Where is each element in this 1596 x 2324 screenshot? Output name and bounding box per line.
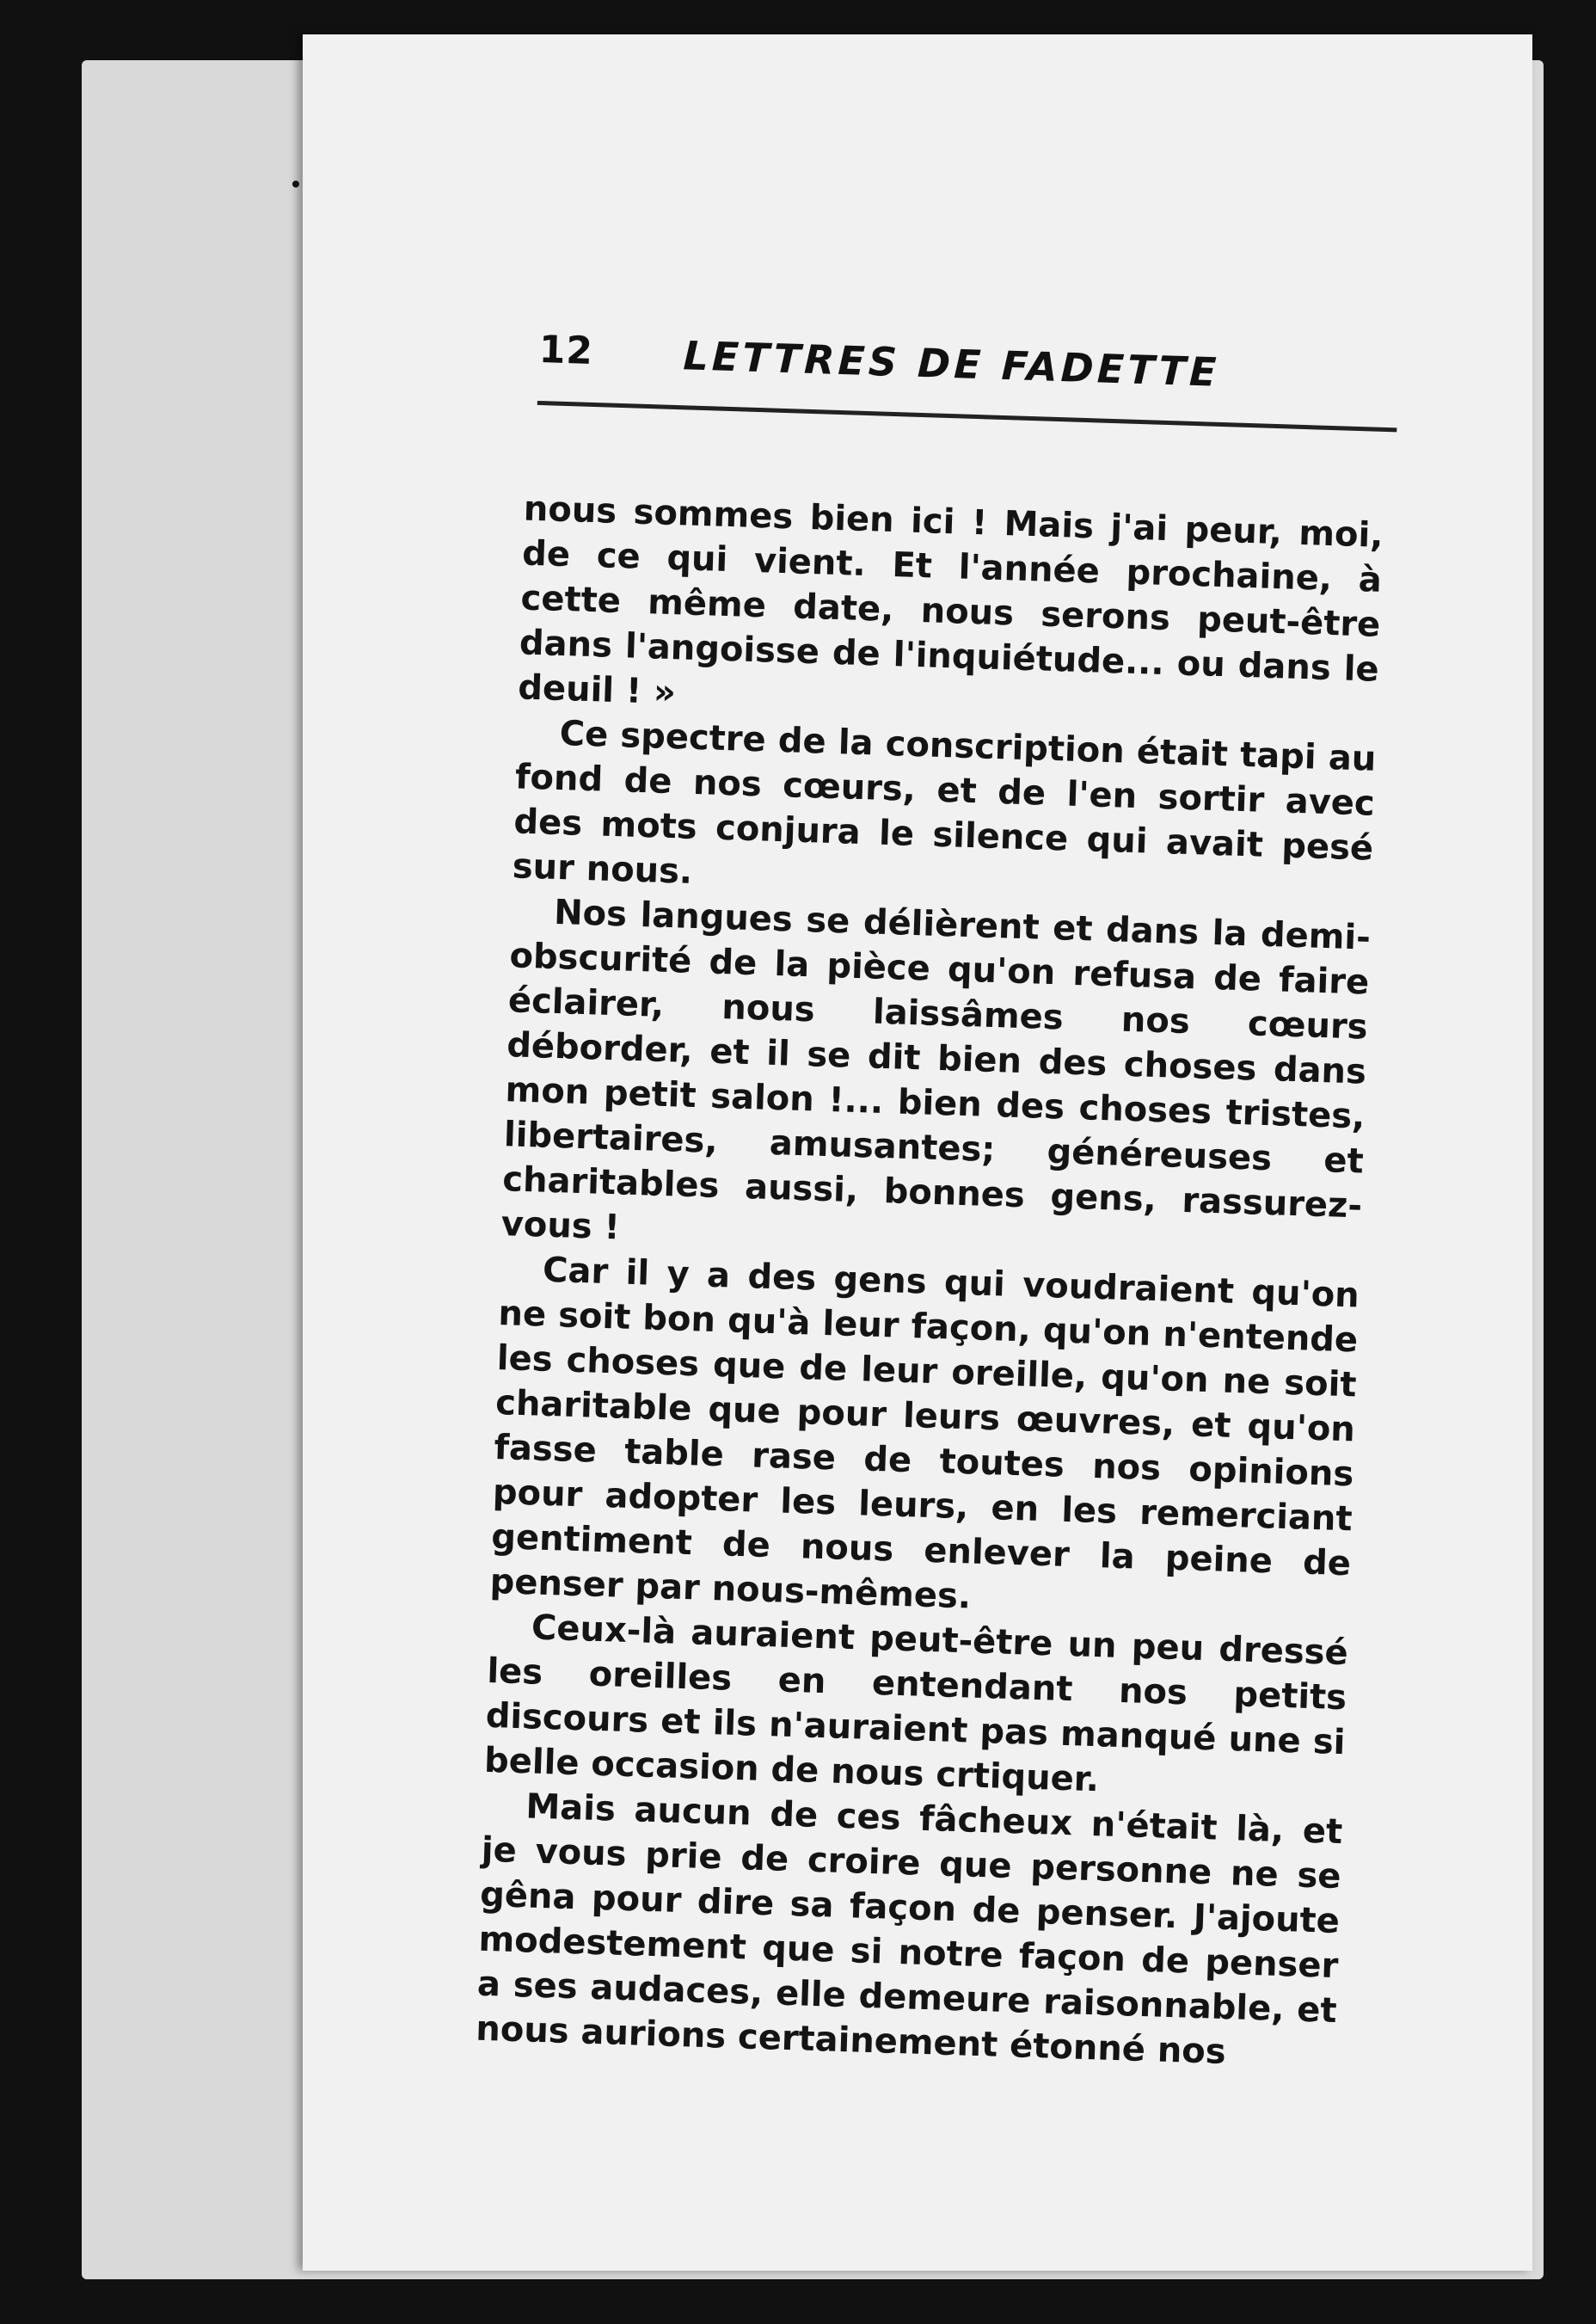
paragraph: Ceux-là auraient peut-être un peu dressé les oreilles en entendant nos petits discours et ils n'auraient pas manqué une si belle occasion de nous crtiquer. (483, 1608, 1349, 1800)
book-page (303, 34, 1532, 2271)
paragraph: Nos langues se délièrent et dans la demi-obscurité de la pièce qu'on refusa de faire éclairer, nous laissâmes nos cœurs déborder, et il se dit bien des choses dans mon petit salon !... bien des choses tristes, libertaires, amusantes; généreuses et charitables aussi, bonnes gens, rassurez-vous ! (500, 892, 1372, 1248)
page-content (254, 15, 1553, 2290)
body-text (476, 487, 1384, 2079)
paragraph: Car il y a des gens qui voudraient qu'on ne soit bon qu'à leur façon, qu'on n'entende les choses que de leur oreille, qu'on ne soit charitable que pour leurs œuvres, et qu'on fasse table rase de toutes nos opinions pour adopter les leurs, en les remerciant gentiment de nous enlever la peine de penser par nous-mêmes. (489, 1250, 1360, 1617)
paragraph: nous sommes bien ici ! Mais j'ai peur, moi, de ce qui vient. Et l'année prochaine, à cette même date, nous serons peut-être dans l'angoisse de l'inquiétude... ou dans le deuil ! » (517, 489, 1384, 713)
page-number: 12 (537, 327, 594, 373)
paragraph: Mais aucun de ces fâcheux n'était là, et je vous prie de croire que personne ne se gêna pour dire sa façon de penser. J'ajoute modestement que si notre façon de penser a ses audaces, elle demeure raisonnable, et nous aurions certainement étonné nos (475, 1786, 1343, 2073)
paragraph: Ce spectre de la conscription était tapi au fond de nos cœurs, et de l'en sortir avec des mots conjura le silence qui avait pesé sur nous. (512, 713, 1378, 892)
running-title: LETTRES DE FADETTE (682, 332, 1221, 396)
header-rule (537, 401, 1397, 432)
scan-speck (292, 181, 299, 188)
running-header (537, 327, 1400, 396)
